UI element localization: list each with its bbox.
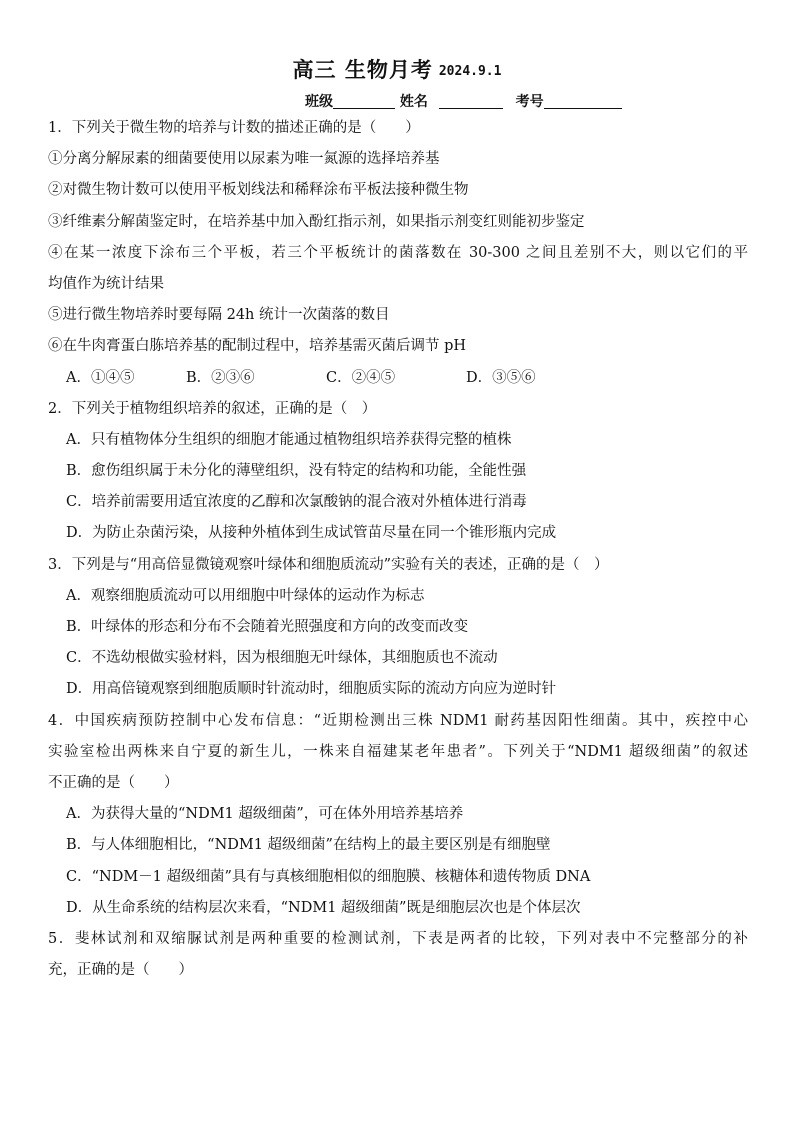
- q4-stem-line-1: 4．中国疾病预防控制中心发布信息：“近期检测出三株 NDM1 耐药基因阳性细菌。其中，疾控中心: [48, 712, 748, 729]
- q4-stem-line-2: 实验室检出两株来自宁夏的新生儿，一株来自福建某老年患者”。下列关于“NDM1 超级细菌”的叙述: [48, 743, 748, 760]
- q1-item-3: ③纤维素分解菌鉴定时，在培养基中加入酚红指示剂，如果指示剂变红则能初步鉴定: [48, 213, 585, 230]
- q1-option-c: C．②④⑤: [326, 369, 396, 386]
- q4-option-a: A．为获得大量的“NDM1 超级细菌”，可在体外用培养基培养: [66, 806, 464, 823]
- q1-item-4: ④在某一浓度下涂布三个平板，若三个平板统计的菌落数在 30-300 之间且差别不大，则以它们的平: [48, 244, 748, 261]
- q4-option-d: D．从生命系统的结构层次来看，“NDM1 超级细菌”既是细胞层次也是个体层次: [66, 899, 581, 916]
- exam-title: 高三 生物月考: [292, 58, 433, 82]
- q3-option-a: A．观察细胞质流动可以用细胞中叶绿体的运动作为标志: [66, 587, 425, 604]
- q1-options: [48, 363, 748, 394]
- q3-option-c: C．不选幼根做实验材料，因为根细胞无叶绿体，其细胞质也不流动: [66, 650, 498, 667]
- q1-option-d: D．③⑤⑥: [466, 369, 536, 386]
- name-blank: [439, 94, 503, 109]
- q2-option-b: B．愈伤组织属于未分化的薄壁组织，没有特定的结构和功能，全能性强: [66, 463, 527, 480]
- exam-title-row: [0, 54, 794, 84]
- question-content: [48, 113, 748, 986]
- student-info-row: [305, 91, 622, 111]
- q4-option-c: C．“NDM－1 超级细菌”具有与真核细胞相似的细胞膜、核糖体和遗传物质 DNA: [66, 868, 591, 885]
- exam-no-label: 考号: [515, 94, 544, 110]
- q5-stem-line-2: 充，正确的是（ ）: [48, 962, 193, 979]
- exam-date: 2024.9.1: [438, 64, 502, 79]
- q1-item-5: ⑤进行微生物培养时要每隔 24h 统计一次菌落的数目: [48, 307, 390, 324]
- q1-item-2: ②对微生物计数可以使用平板划线法和稀释涂布平板法接种微生物: [48, 182, 469, 199]
- class-label: 班级: [305, 94, 333, 110]
- q1-option-a: A．①④⑤: [66, 369, 135, 386]
- q1-option-b: B．②③⑥: [186, 369, 255, 386]
- q1-item-4-cont: 均值作为统计结果: [48, 275, 164, 292]
- q4-option-b: B．与人体细胞相比，“NDM1 超级细菌”在结构上的最主要区别是有细胞壁: [66, 837, 551, 854]
- q3-option-b: B．叶绿体的形态和分布不会随着光照强度和方向的改变而改变: [66, 619, 469, 635]
- q2-option-d: D．为防止杂菌污染，从接种外植体到生成试管苗尽量在同一个锥形瓶内完成: [66, 525, 557, 542]
- q1-stem: 1．下列关于微生物的培养与计数的描述正确的是（ ）: [48, 120, 420, 136]
- q3-option-d: D．用高倍镜观察到细胞质顺时针流动时，细胞质实际的流动方向应为逆时针: [66, 681, 557, 698]
- q2-option-a: A．只有植物体分生组织的细胞才能通过植物组织培养获得完整的植株: [66, 431, 512, 448]
- name-label: 姓名: [399, 94, 428, 110]
- q1-item-1: ①分离分解尿素的细菌要使用以尿素为唯一氮源的选择培养基: [48, 151, 440, 168]
- q2-stem: 2．下列关于植物组织培养的叙述，正确的是（ ）: [48, 400, 377, 417]
- q2-option-c: C．培养前需要用适宜浓度的乙醇和次氯酸钠的混合液对外植体进行消毒: [66, 494, 527, 511]
- q3-stem: 3．下列是与“用高倍显微镜观察叶绿体和细胞质流动”实验有关的表述，正确的是（ ）: [48, 556, 609, 573]
- exam-no-blank: [544, 94, 622, 109]
- q1-item-6: ⑥在牛肉膏蛋白胨培养基的配制过程中，培养基需灭菌后调节 pH: [48, 338, 467, 355]
- q4-stem-line-3: 不正确的是（ ）: [48, 774, 179, 791]
- q5-stem-line-1: 5．斐林试剂和双缩脲试剂是两种重要的检测试剂，下表是两者的比较，下列对表中不完整部分的补: [48, 930, 748, 947]
- class-blank: [333, 94, 395, 109]
